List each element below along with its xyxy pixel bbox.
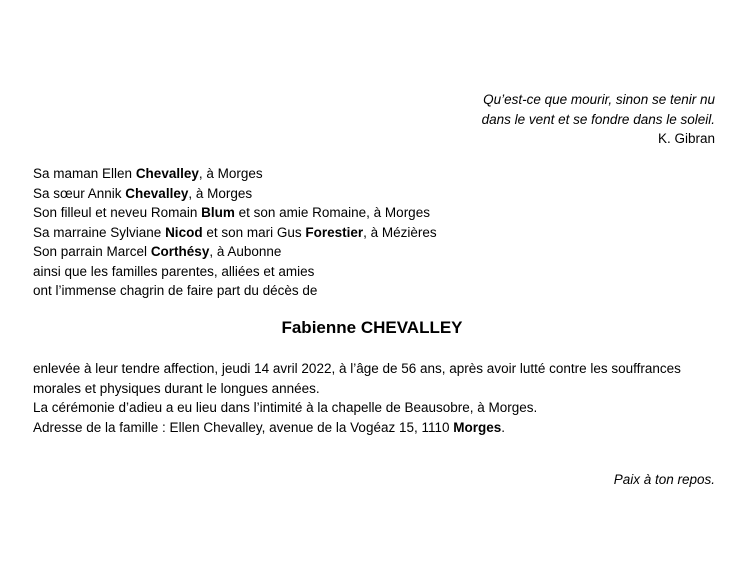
- family-surname: Nicod: [165, 224, 203, 240]
- family-member-row: [33, 223, 437, 243]
- quote-line-2: dans le vent et se fondre dans le soleil.: [481, 111, 715, 127]
- family-address: [33, 418, 683, 438]
- family-member-row: [33, 203, 437, 223]
- family-text: Sa sœur Annik: [33, 185, 126, 201]
- quote-line-1: Qu’est-ce que mourir, sinon se tenir nu: [483, 92, 715, 107]
- deceased-name: Fabienne CHEVALLEY: [281, 318, 463, 337]
- address-city: Morges: [453, 419, 502, 435]
- closing-line: Paix à ton repos.: [613, 472, 715, 487]
- family-member-row: [33, 242, 437, 262]
- quote-author: K. Gibran: [657, 131, 715, 146]
- family-list: [33, 164, 437, 301]
- family-member-row: [33, 184, 437, 204]
- family-extended-line: ainsi que les familles parentes, alliées et amies: [33, 263, 315, 279]
- family-text: Sa marraine Sylviane: [33, 224, 166, 240]
- announcement-line: ont l’immense chagrin de faire part du décès de: [33, 283, 318, 298]
- family-text: et son mari Gus: [202, 224, 306, 240]
- passing-details: enlevée à leur tendre affection, jeudi 14 avril 2022, à l’âge de 56 ans, après avoir lutté contre les souffrances morales et physiques durant le longues années.: [33, 361, 681, 396]
- address-text: .: [501, 419, 506, 435]
- family-member-row: [33, 164, 437, 184]
- family-surname: Forestier: [305, 224, 364, 240]
- address-text: Adresse de la famille : Ellen Chevalley, avenue de la Vogéaz 15, 1110: [33, 419, 454, 435]
- family-surname: Chevalley: [125, 185, 189, 201]
- epigraph-quote: [482, 90, 715, 149]
- family-text: , à Morges: [188, 185, 253, 201]
- family-text: , à Morges: [198, 166, 263, 181]
- family-text: Son parrain Marcel: [33, 244, 151, 259]
- family-surname: Blum: [201, 205, 235, 220]
- family-text: , à Aubonne: [209, 244, 282, 259]
- family-text: et son amie Romaine, à Morges: [234, 205, 430, 220]
- family-text: , à Mézières: [363, 224, 437, 240]
- family-surname: Corthésy: [150, 244, 210, 259]
- ceremony-info: La cérémonie d’adieu a eu lieu dans l’intimité à la chapelle de Beausobre, à Morges.: [33, 400, 538, 415]
- family-surname: Chevalley: [135, 166, 199, 181]
- family-text: Son filleul et neveu Romain: [33, 205, 202, 220]
- obituary-body: [33, 359, 683, 437]
- family-text: Sa maman Ellen: [33, 166, 136, 181]
